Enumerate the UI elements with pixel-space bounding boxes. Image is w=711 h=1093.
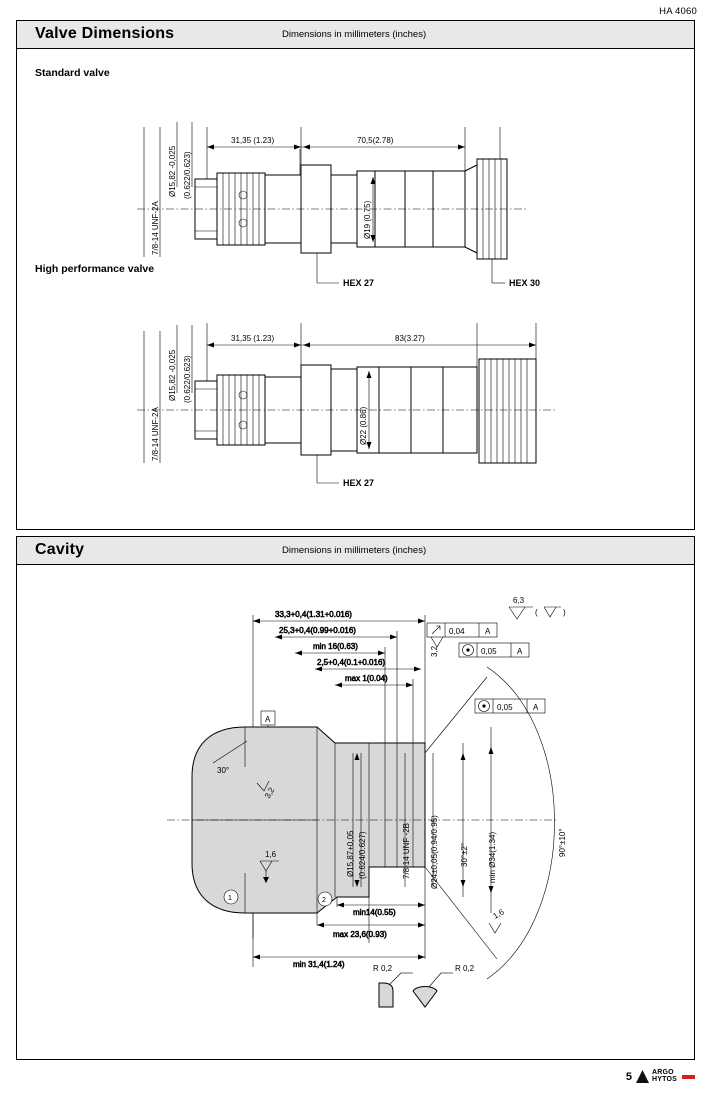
svg-text:max 1(0.04): max 1(0.04) xyxy=(345,674,388,683)
cavity-header xyxy=(17,537,694,565)
page-number: 5 xyxy=(625,1070,632,1083)
document-code: HA 4060 xyxy=(659,6,697,17)
svg-text:7/8-14 UNF-2A: 7/8-14 UNF-2A xyxy=(151,201,160,255)
logo-triangle-icon xyxy=(636,1070,649,1083)
valve-dimensions-panel xyxy=(16,20,695,530)
gdt-frame-2 xyxy=(459,643,529,657)
dim-len-front-text: 31,35 (1.23) xyxy=(231,136,275,145)
callout-1 xyxy=(224,890,238,904)
svg-text:(0.622/0.623): (0.622/0.623) xyxy=(183,355,192,403)
svg-text:2: 2 xyxy=(322,897,326,904)
roughness-16-right xyxy=(489,907,506,933)
argo-hytos-logo xyxy=(636,1070,695,1083)
svg-text:max 23,6(0.93): max 23,6(0.93) xyxy=(333,930,387,939)
dim-len-body-text: 70,5(2.78) xyxy=(357,136,394,145)
hp-dim-len-body-text: 83(3.27) xyxy=(395,334,425,343)
valve-dimensions-subtitle: Dimensions in millimeters (inches) xyxy=(282,29,427,40)
svg-text:25,3+0,4(0.99+0.016): 25,3+0,4(0.99+0.016) xyxy=(279,626,356,635)
svg-text:7/8-14 UNF -2B: 7/8-14 UNF -2B xyxy=(402,822,411,879)
surface-finish-symbol xyxy=(509,596,566,619)
svg-text:0,05: 0,05 xyxy=(497,703,513,712)
roughness-32 xyxy=(430,637,443,657)
svg-text:3,2: 3,2 xyxy=(262,785,277,800)
logo-text xyxy=(652,1070,677,1083)
svg-text:30°: 30° xyxy=(217,766,230,775)
gdt-frame-3 xyxy=(475,699,545,713)
radius-detail xyxy=(373,964,475,1007)
page-footer xyxy=(626,1070,695,1083)
svg-text:R 0,2: R 0,2 xyxy=(455,964,475,973)
gdt-frame-1 xyxy=(427,623,497,637)
svg-text:2,5+0,4(0.1+0.016): 2,5+0,4(0.1+0.016) xyxy=(317,658,386,667)
hex-30-label: HEX 30 xyxy=(509,278,541,288)
cavity-drawing xyxy=(17,567,694,1057)
valve-dimensions-header xyxy=(17,21,694,49)
high-performance-valve-label: High performance valve xyxy=(35,263,155,275)
standard-valve-label: Standard valve xyxy=(35,67,110,79)
hp-hex-27-label: HEX 27 xyxy=(343,478,375,488)
svg-text:min Ø34(1.34): min Ø34(1.34) xyxy=(488,831,497,883)
logo-red-bar xyxy=(682,1075,695,1079)
svg-text:Ø19 (0.75): Ø19 (0.75) xyxy=(363,200,372,239)
svg-text:R 0,2: R 0,2 xyxy=(373,964,393,973)
logo-line-2: HYTOS xyxy=(652,1075,677,1083)
svg-text:Ø15,87+0,05: Ø15,87+0,05 xyxy=(346,830,355,877)
hex-27-label: HEX 27 xyxy=(343,278,375,288)
svg-text:6,3: 6,3 xyxy=(513,596,525,605)
svg-text:1,6: 1,6 xyxy=(265,850,277,859)
svg-text:33,3+0,4(1.31+0.016): 33,3+0,4(1.31+0.016) xyxy=(275,610,352,619)
cavity-panel xyxy=(16,536,695,1060)
svg-text:Ø22 (0.86): Ø22 (0.86) xyxy=(359,406,368,445)
svg-text:90°±10°: 90°±10° xyxy=(558,828,567,857)
valve-dimensions-title: Valve Dimensions xyxy=(35,25,175,42)
svg-text:A: A xyxy=(265,715,271,724)
svg-text:7/8-14 UNF-2A: 7/8-14 UNF-2A xyxy=(151,407,160,461)
svg-text:): ) xyxy=(563,608,566,617)
callout-2 xyxy=(318,892,332,906)
svg-text:A: A xyxy=(517,647,523,656)
svg-text:min 31,4(1.24): min 31,4(1.24) xyxy=(293,960,345,969)
svg-text:(0.624/0.627): (0.624/0.627) xyxy=(358,831,367,879)
svg-text:Ø24±0,05(0.94/0.95): Ø24±0,05(0.94/0.95) xyxy=(430,815,439,889)
svg-text:min14(0.55): min14(0.55) xyxy=(353,908,396,917)
svg-text:Ø15,82 -0,025: Ø15,82 -0,025 xyxy=(168,349,177,401)
svg-text:A: A xyxy=(485,627,491,636)
cavity-subtitle: Dimensions in millimeters (inches) xyxy=(282,545,427,556)
svg-text:1,6: 1,6 xyxy=(491,907,506,921)
svg-text:3,2: 3,2 xyxy=(430,645,439,657)
svg-text:(0.622/0.623): (0.622/0.623) xyxy=(183,151,192,199)
logo-line-1: ARGO xyxy=(652,1069,674,1076)
cavity-title: Cavity xyxy=(35,541,85,558)
svg-text:A: A xyxy=(533,703,539,712)
svg-text:(: ( xyxy=(535,608,538,617)
svg-text:0,04: 0,04 xyxy=(449,627,465,636)
svg-text:Ø15,82 -0,025: Ø15,82 -0,025 xyxy=(168,145,177,197)
svg-text:30°±2°: 30°±2° xyxy=(460,842,469,867)
svg-text:1: 1 xyxy=(228,895,232,902)
hp-dim-len-front-text: 31,35 (1.23) xyxy=(231,334,275,343)
svg-text:0,05: 0,05 xyxy=(481,647,497,656)
svg-text:min 16(0.63): min 16(0.63) xyxy=(313,642,358,651)
high-performance-valve-drawing xyxy=(17,283,694,488)
